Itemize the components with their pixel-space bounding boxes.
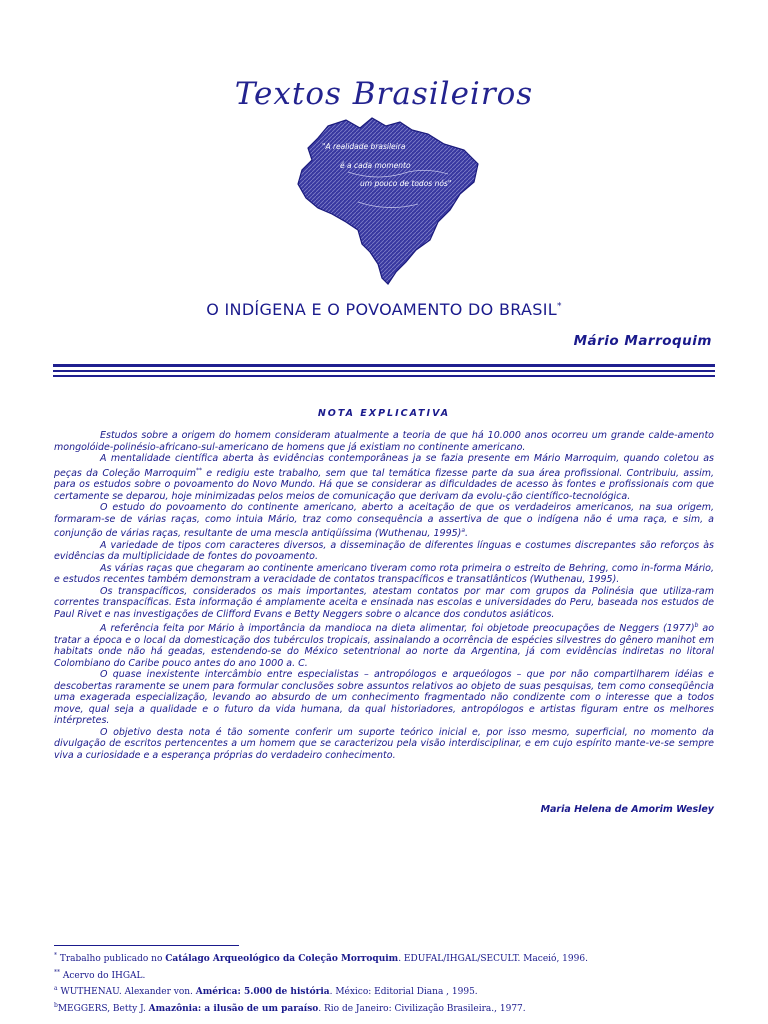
- divider-rule: [53, 364, 715, 367]
- paragraph: O estudo do povoamento do continente americano, aberto a aceitação de que os verdadeiros americanos, na sua origem, formaram-se de várias raças, como intuia Mário, traz como consequência a assertiva de que o indígena não é uma raça, e sim, a conjunção de várias raças, resultante de uma mescla antiqüíssima (Wuthenau, 1995)$^a$.: [54, 502, 714, 540]
- divider-rule: [53, 370, 715, 372]
- footnote: $^b$MEGGERS, Betty J. Amazônia: a ilusão de um paraíso. Rio de Janeiro: Civilização Brasileira., 1977.: [54, 1002, 526, 1014]
- brazil-map-illustration: [288, 112, 484, 290]
- paragraph: Os transpacíficos, considerados os mais importantes, atestam contatos por mar com grupos da Polinésia que utiliza-ram correntes transpacíficas. Esta informação é amplamente aceita e ensinada nas escolas e universidades do Peru, baseada nos estudos de Paul Rivet e nas investigações de Clifford Evans e Betty Neggers sobre o alcance dos condutos asiáticos.: [54, 585, 714, 620]
- title-footnote-mark: *: [556, 301, 562, 312]
- map-caption-line-3: um pouco de todos nós": [360, 179, 452, 188]
- article-title: O INDÍGENA E O POVOAMENTO DO BRASIL*: [206, 300, 562, 319]
- publication-title: Textos Brasileiros: [234, 76, 534, 112]
- section-heading: NOTA EXPLICATIVA: [317, 408, 451, 419]
- paragraph: A mentalidade científica aberta às evidências contemporâneas ja se fazia presente em Mário Marroquim, quando coletou as peças da Coleção Marroquim** e redigiu este trabalho, sem que tal temática fizesse parte da sua área profissional. Contribuiu, assim, para os estudos sobre o povoamento do Novo Mundo. Há que se considerar as dificuldades de acesso às fontes e profissionais com que certamente se deparou, hoje minimizadas pelos meios de comunicação que derivam da evolu-ção científico-tecnológica.: [54, 453, 714, 502]
- paragraph: As várias raças que chegaram ao continente americano tiveram como rota primeira o estreito de Behring, como in-forma Mário, e estudos recentes também demonstram a veracidade de contatos transpacíficos e transatlânticos (Wuthenau, 1995).: [54, 562, 714, 586]
- paragraph: A referência feita por Mário à importância da mandioca na dieta alimentar, foi objetode preocupações de Neggers $(1977)^b$ ao tratar a época e o local da domesticação dos tubérculos tropicais, assinalando a ocorrência de espécies silvestres do gênero manihot em habitats onde não há geadas, estendendo-se do México setentrional ao norte da Argentina, já com evidências indiretas no litoral Colombiano do Caribe pouco antes do ano 1000 a. C.: [54, 622, 715, 669]
- map-caption-line-2: é a cada momento: [340, 161, 411, 170]
- map-caption-line-1: "A realidade brasileira: [322, 142, 406, 151]
- article-author: Mário Marroquim: [573, 333, 712, 349]
- footnote: ** Acervo do IHGAL.: [54, 969, 146, 981]
- explanatory-note-body: [54, 430, 714, 761]
- paragraph: A variedade de tipos com caracteres diversos, a disseminação de diferentes línguas e costumes discrepantes são reforços às evidências da multiplicidade de fontes do povoamento.: [54, 539, 714, 563]
- paragraph: O objetivo desta nota é tão somente conferir um suporte teórico inicial e, por isso mesmo, superficial, no momento da divulgação de escritos pertencentes a um homem que se caracterizou pela visão interdisciplinar, e em cujo espírito mante-ve-se sempre viva a curiosidade e a esperança próprias do verdadeiro conhecimento.: [54, 726, 714, 761]
- brazil-map-icon: [288, 112, 484, 290]
- divider-rule: [53, 375, 715, 377]
- note-signature: Maria Helena de Amorim Wesley: [540, 804, 714, 815]
- footnote: * Trabalho publicado no Catálago Arqueológico da Coleção Morroquim. EDUFAL/IHGAL/SECULT. Maceió, 1996.: [54, 952, 588, 964]
- footnote-separator: [54, 945, 239, 946]
- paragraph: O quase inexistente intercâmbio entre especialistas – antropólogos e arqueólogos – que por não compartilharem idéias e descobertas raramente se unem para formular conclusões sobre assuntos relativos ao objeto de suas pesquisas, tem como conseqüência uma exagerada especialização, levando ao absurdo de um conhecimento fragmentado não condizente com o interesse que a todos move, qual seja a qualidade e o futuro da vida humana, da qual historiadores, antropólogos e artistas figuram entre os melhores intérpretes.: [54, 669, 714, 727]
- footnote: $^a$ WUTHENAU. Alexander von. América: 5.000 de história. México: Editorial Diana , 1995.: [54, 985, 478, 997]
- paragraph: Estudos sobre a origem do homem consideram atualmente a teoria de que há 10.000 anos ocorreu um grande calde-amento mongolóide-polinésio-africano-sul-americano de homens que já existiam no continente americano.: [54, 430, 714, 453]
